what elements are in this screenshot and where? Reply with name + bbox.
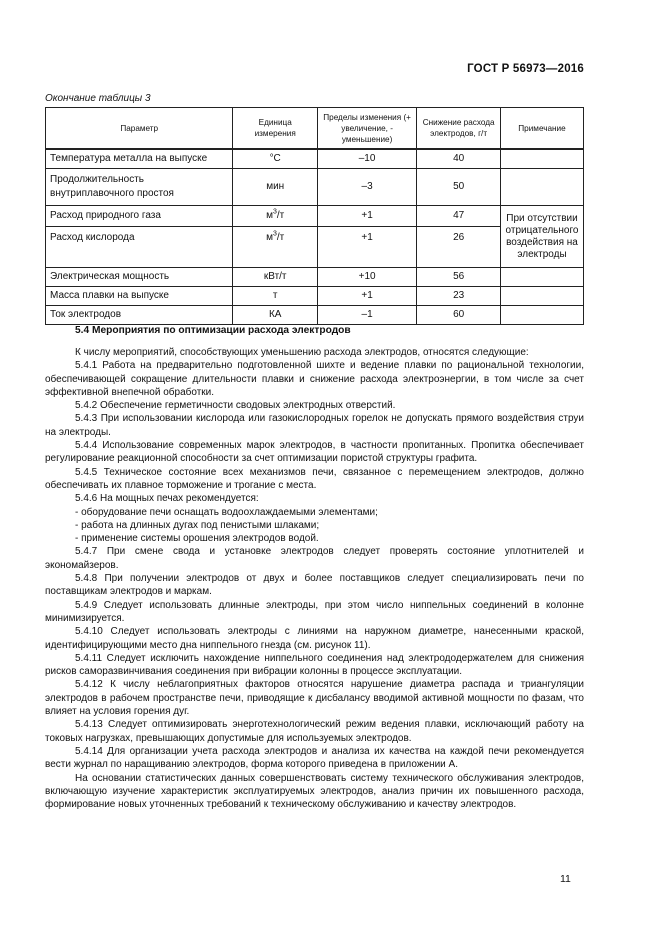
paragraph: 5.4.7 При смене свода и установке электродов следует проверять состояние уплотнителей и экономайзеров. [45,546,584,571]
cell-decrease: 47 [417,206,501,227]
paragraph: 5.4.3 При использовании кислорода или газокислородных горелок не допускать прямого воздействия струи на электроды. [45,413,584,438]
cell-parameter: Расход кислорода [46,227,233,268]
table-row [46,268,584,287]
cell-unit [233,206,318,227]
table-caption: Окончание таблицы 3 [45,93,151,104]
paragraph: 5.4.2 Обеспечение герметичности сводовых электродных отверстий. [75,400,396,412]
column-header-note: Примечание [501,108,584,150]
paragraph: 5.4.6 На мощных печах рекомендуется: [75,493,259,505]
cell-note-empty [501,149,584,169]
unit-base: м [266,210,273,221]
paragraph: 5.4.5 Техническое состояние всех механизмов печи, связанное с перемещением электродов, должно обеспечивать их плавное торможение и трогание с места. [45,466,584,491]
cell-parameter: Масса плавки на выпуске [46,287,233,306]
cell-parameter: Температура металла на выпуске [46,149,233,169]
unit-tail: /т [276,210,285,221]
cell-note-empty [501,268,584,287]
list-item: - оборудование печи оснащать водоохлаждаемыми элементами; [75,506,378,518]
unit-superscript: 3 [272,230,277,238]
cell-parameter: Продолжительность внутриплавочного простоя [46,169,233,206]
cell-limits: +1 [317,287,416,306]
cell-limits: +1 [317,206,416,227]
cell-limits: –10 [317,149,416,169]
table-row [46,169,584,206]
paragraph: На основании статистических данных совершенствовать систему технического обслуживания электродов, включающую изучение характеристик эксплуатируемых электродов, анализ причин их повышенного расхода, формирование новых уточненных требований к техническому обслуживанию и качеству электродов. [45,772,584,811]
cell-limits: –3 [317,169,416,206]
cell-note-merged: При отсутствии отрицательного воздействия на электроды [501,206,584,268]
paragraph: 5.4.8 При получении электродов от двух и более поставщиков следует специализировать печи по поставщикам электродов и маркам. [45,573,584,598]
cell-unit: т [233,287,318,306]
paragraph: 5.4.10 Следует использовать электроды с линиями на наружном диаметре, нанесенными краской, идентифицирующими место дна ниппельного гнезда (см. рисунок 11). [45,626,584,651]
paragraph: 5.4.11 Следует исключить нахождение ниппельного соединения над электрододержателем для снижения рисков саморазвинчивания соединения при вибрации колонны в процессе эксплуатации. [45,652,584,678]
cell-decrease: 56 [417,268,501,287]
column-header-decrease: Снижение расхода электродов, г/т [417,108,501,150]
cell-parameter: Электрическая мощность [46,268,233,287]
table-row [46,206,584,227]
section-heading: 5.4 Мероприятия по оптимизации расхода электродов [75,325,351,336]
column-header-parameter: Параметр [46,108,233,150]
cell-unit: кВт/т [233,268,318,287]
cell-unit: °С [233,149,318,169]
cell-unit: мин [233,169,318,206]
table-row [46,287,584,306]
paragraph: 5.4.4 Использование современных марок электродов, в частности пропитанных. Пропитка обеспечивает регулирование реакционной способности за счет оптимизации пористой структуры графита. [45,440,584,465]
section-body [45,324,584,811]
cell-note-empty [501,169,584,206]
cell-decrease: 23 [417,287,501,306]
paragraph: 5.4.14 Для организации учета расхода электродов и анализа их качества на каждой печи рекомендуется вести журнал по наращиванию электродов, форма которого приведена в приложении А. [45,745,584,771]
page-number: 11 [560,873,571,885]
paragraph: 5.4.13 Следует оптимизировать энерготехнологический режим ведения плавки, исключающий работу на токовых нагрузках, превышающих допустимые для используемых электродов. [45,719,584,744]
cell-parameter: Расход природного газа [46,206,233,227]
cell-unit [233,227,318,268]
paragraph: К числу мероприятий, способствующих уменьшению расхода электродов, относятся следующие: [75,347,529,358]
column-header-limits: Пределы изменения (+ увеличение, - уменьшение) [317,108,416,150]
paragraph: 5.4.9 Следует использовать длинные электроды, при этом число ниппельных соединений в колонне минимизируется. [45,599,584,624]
table-row [46,149,584,169]
standard-code: ГОСТ Р 56973—2016 [467,63,584,75]
cell-parameter: Ток электродов [46,306,233,325]
cell-unit: КА [233,306,318,325]
table-header-row [46,108,584,150]
paragraph: 5.4.1 Работа на предварительно подготовленной шихте и ведение плавки по рациональной технологии, обеспечивающей сокращение длительности плавки и снижение расхода электроэнергии, в том числе за счет эффективной внепечной обработки. [45,360,584,398]
unit-superscript: 3 [272,208,277,216]
table-row [46,306,584,325]
cell-limits: +1 [317,227,416,268]
cell-limits: +10 [317,268,416,287]
list-item: - работа на длинных дугах под пенистыми шлаками; [75,519,320,531]
cell-decrease: 50 [417,169,501,206]
unit-tail: /т [276,232,285,243]
parameters-table [45,107,584,325]
cell-note-empty [501,287,584,306]
cell-note-empty [501,306,584,325]
paragraph: 5.4.12 К числу неблагоприятных факторов относятся нарушение диаметра распада и триангуляции электродов в рабочем пространстве печи, приводящие к дисбалансу вводимой активной мощности по фазам, что влияет на условия горения дуг. [45,679,584,718]
cell-decrease: 26 [417,227,501,268]
list-item: - применение системы орошения электродов водой. [75,533,319,545]
column-header-unit: Единица измерения [233,108,318,150]
unit-base: м [266,232,273,243]
cell-decrease: 40 [417,149,501,169]
cell-limits: –1 [317,306,416,325]
cell-decrease: 60 [417,306,501,325]
